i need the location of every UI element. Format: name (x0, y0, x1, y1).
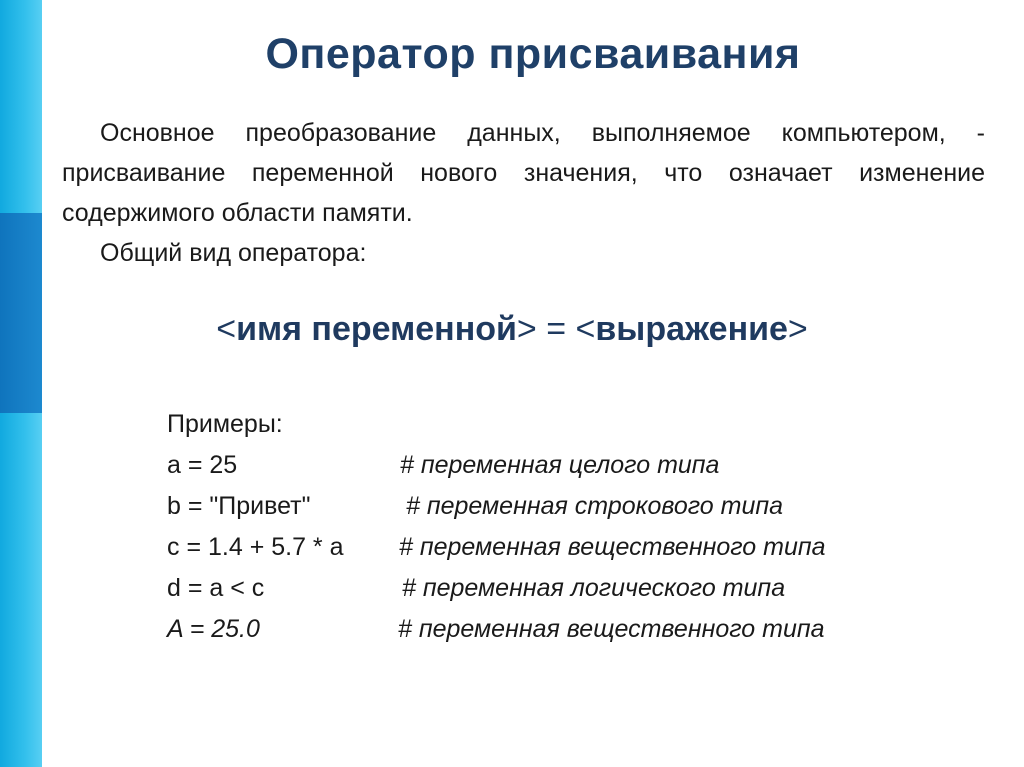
slide-title: Оператор присваивания (265, 30, 801, 78)
examples-title: Примеры: (167, 410, 283, 438)
example-row (167, 568, 786, 609)
formula-right-bracket: > (516, 310, 537, 348)
example-comment: # переменная вещественного типа (398, 615, 825, 643)
assignment-formula (0, 310, 1024, 349)
intro-paragraph: Основное преобразование данных, выполняемое компьютером, - присваивание переменной нового значения, что означает изменение содержимого области памяти. (62, 119, 985, 227)
example-row (167, 609, 825, 650)
example-comment: # переменная целого типа (400, 451, 720, 479)
example-code: A = 25.0 (167, 615, 260, 643)
general-form-label: Общий вид оператора: (100, 239, 367, 267)
example-comment: # переменная логического типа (402, 574, 786, 602)
example-comment: # переменная строкового типа (406, 492, 784, 520)
example-code: b = "Привет" (167, 492, 311, 520)
example-row (167, 486, 784, 527)
formula-equals: = (546, 310, 567, 348)
formula-variable-name: имя переменной (236, 310, 517, 348)
formula-left-bracket: < (575, 310, 596, 348)
example-comment: # переменная вещественного типа (399, 533, 826, 561)
example-row (167, 527, 826, 568)
example-code: d = a < c (167, 574, 265, 602)
formula-expression: выражение (595, 310, 788, 348)
examples-block (167, 404, 826, 650)
example-code: c = 1.4 + 5.7 * a (167, 533, 344, 561)
formula-left-bracket: < (216, 310, 237, 348)
example-row (167, 445, 720, 486)
example-code: a = 25 (167, 451, 238, 479)
formula-right-bracket: > (787, 310, 808, 348)
